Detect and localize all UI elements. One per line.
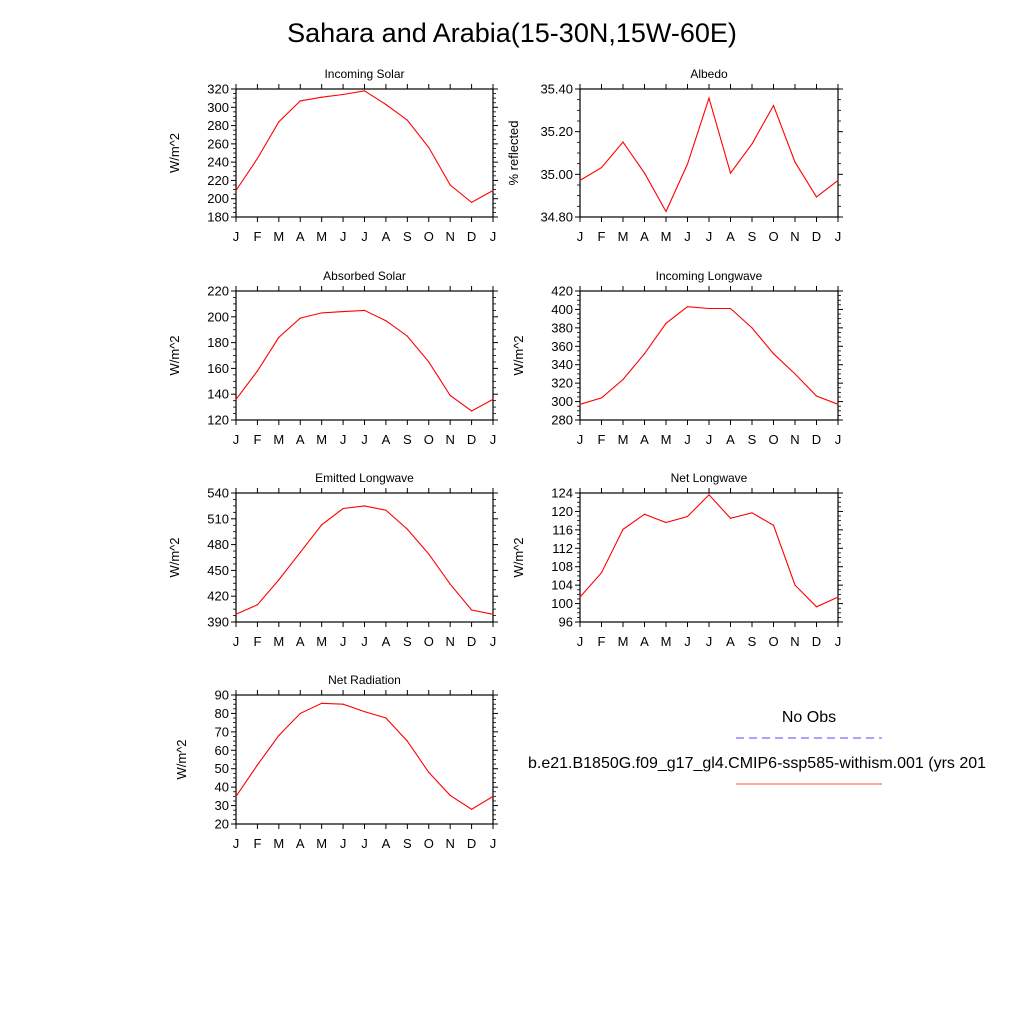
data-point [492, 190, 493, 191]
x-tick-label: D [466, 836, 477, 851]
panel-title: Emitted Longwave [315, 471, 414, 485]
x-tick-label: J [361, 229, 368, 244]
y-tick-label: 50 [214, 761, 229, 777]
y-tick-label: 340 [551, 357, 573, 373]
data-point [665, 522, 666, 523]
x-tick-label: M [660, 432, 672, 447]
x-tick-label: N [445, 836, 455, 851]
data-point [794, 373, 795, 374]
data-point [342, 704, 343, 705]
x-tick-label: A [295, 634, 305, 649]
data-point [450, 584, 451, 585]
x-tick-label: A [295, 229, 305, 244]
y-tick-label: 60 [214, 742, 229, 758]
y-tick-label: 140 [207, 386, 229, 402]
x-tick-label: M [660, 634, 672, 649]
x-tick-label: F [253, 432, 262, 447]
y-axis-label: % reflected [506, 120, 521, 186]
data-point [644, 514, 645, 515]
data-point [407, 119, 408, 120]
x-tick-label: A [640, 229, 649, 244]
y-tick-label: 180 [207, 209, 229, 225]
data-point [687, 306, 688, 307]
data-point [730, 173, 731, 174]
x-tick-label: M [617, 432, 629, 447]
x-tick-label: M [316, 432, 328, 447]
panel-net-radiation [174, 673, 498, 851]
x-tick-label: J [684, 432, 691, 447]
data-point [644, 173, 645, 174]
data-point [385, 104, 386, 105]
x-tick-label: D [811, 229, 822, 244]
data-point [492, 614, 493, 615]
y-tick-label: 70 [214, 724, 229, 740]
x-tick-label: S [402, 432, 412, 447]
data-point [837, 404, 838, 405]
x-tick-label: O [423, 634, 434, 649]
data-point [579, 597, 580, 598]
x-tick-label: O [768, 229, 779, 244]
data-point [708, 308, 709, 309]
data-point [579, 404, 580, 405]
legend [528, 709, 986, 784]
x-tick-label: J [489, 229, 497, 244]
data-point [342, 311, 343, 312]
x-tick-label: N [790, 229, 800, 244]
y-tick-label: 510 [207, 511, 229, 527]
y-tick-label: 180 [207, 335, 229, 351]
y-tick-label: 450 [207, 562, 229, 578]
data-point [622, 379, 623, 380]
x-tick-label: J [684, 229, 691, 244]
data-point [321, 703, 322, 704]
data-point [471, 809, 472, 810]
y-tick-label: 35.40 [540, 81, 573, 97]
data-point [492, 399, 493, 400]
y-tick-label: 300 [207, 99, 229, 115]
x-tick-label: S [402, 229, 412, 244]
x-tick-label: J [339, 432, 347, 447]
x-tick-label: J [232, 836, 240, 851]
y-tick-label: 320 [551, 375, 573, 391]
data-point [751, 327, 752, 328]
series-line [580, 307, 838, 405]
data-point [601, 397, 602, 398]
data-point [471, 609, 472, 610]
data-point [773, 105, 774, 106]
x-tick-label: N [790, 634, 800, 649]
series-line [236, 506, 493, 614]
x-tick-label: S [747, 634, 757, 649]
x-tick-label: J [834, 432, 842, 447]
x-tick-label: F [597, 229, 606, 244]
y-tick-label: 112 [552, 540, 573, 556]
data-point [257, 370, 258, 371]
data-point [644, 353, 645, 354]
x-tick-label: A [726, 432, 735, 447]
x-tick-label: M [316, 634, 328, 649]
x-tick-label: J [232, 432, 240, 447]
data-point [257, 158, 258, 159]
y-tick-label: 390 [207, 614, 229, 630]
y-tick-label: 20 [214, 816, 229, 832]
data-point [278, 735, 279, 736]
x-tick-label: M [273, 229, 285, 244]
x-tick-label: O [768, 432, 779, 447]
y-axis-label: W/m^2 [511, 335, 526, 376]
x-tick-label: J [361, 634, 368, 649]
y-tick-label: 240 [207, 154, 229, 170]
y-tick-label: 90 [214, 687, 229, 703]
x-tick-label: N [790, 432, 800, 447]
x-tick-label: A [295, 836, 305, 851]
y-axis-label: W/m^2 [167, 335, 182, 376]
data-point [450, 184, 451, 185]
x-tick-label: A [381, 229, 391, 244]
x-tick-label: S [747, 432, 757, 447]
y-tick-label: 96 [558, 614, 573, 630]
data-point [687, 163, 688, 164]
x-tick-label: S [747, 229, 757, 244]
y-tick-label: 35.00 [540, 166, 573, 182]
data-point [730, 518, 731, 519]
y-tick-label: 160 [207, 360, 229, 376]
x-tick-label: N [445, 634, 455, 649]
y-tick-label: 220 [207, 283, 229, 299]
x-tick-label: M [617, 229, 629, 244]
series-line [236, 310, 493, 411]
panel-title: Incoming Solar [324, 67, 405, 81]
x-tick-label: J [339, 836, 347, 851]
y-tick-label: 104 [551, 577, 573, 593]
y-tick-label: 100 [551, 596, 573, 612]
x-tick-label: F [253, 836, 262, 851]
data-point [751, 143, 752, 144]
y-tick-label: 400 [551, 301, 573, 317]
x-tick-label: F [253, 634, 262, 649]
x-tick-label: O [423, 836, 434, 851]
panel-title: Incoming Longwave [655, 269, 763, 283]
y-tick-label: 380 [551, 320, 573, 336]
series-line [236, 91, 493, 203]
data-point [450, 395, 451, 396]
plot-frame [236, 695, 493, 824]
data-point [428, 772, 429, 773]
x-tick-label: F [597, 432, 606, 447]
plot-frame [580, 493, 838, 622]
y-tick-label: 120 [551, 503, 573, 519]
y-tick-label: 80 [214, 705, 229, 721]
y-axis-label: W/m^2 [174, 739, 189, 780]
data-point [300, 713, 301, 714]
x-tick-label: M [273, 432, 285, 447]
data-point [364, 505, 365, 506]
data-point [385, 717, 386, 718]
data-point [407, 740, 408, 741]
x-tick-label: J [684, 634, 691, 649]
y-tick-label: 480 [207, 537, 229, 553]
x-tick-label: A [640, 432, 649, 447]
y-tick-label: 420 [551, 283, 573, 299]
panel-emitted-longwave [167, 471, 498, 649]
data-point [794, 585, 795, 586]
data-point [257, 764, 258, 765]
data-point [751, 512, 752, 513]
x-tick-label: J [705, 432, 713, 447]
data-point [385, 320, 386, 321]
data-point [300, 100, 301, 101]
y-tick-label: 300 [551, 394, 573, 410]
data-point [364, 711, 365, 712]
y-tick-label: 200 [207, 309, 229, 325]
data-point [665, 323, 666, 324]
y-tick-label: 540 [207, 485, 229, 501]
x-tick-label: M [273, 634, 285, 649]
plot-frame [236, 493, 493, 622]
panel-incoming-solar [167, 67, 498, 244]
data-point [300, 552, 301, 553]
data-point [471, 202, 472, 203]
data-point [601, 167, 602, 168]
data-point [622, 529, 623, 530]
x-tick-label: J [576, 229, 584, 244]
x-tick-label: J [489, 634, 497, 649]
x-tick-label: J [361, 432, 368, 447]
y-tick-label: 40 [214, 779, 229, 795]
data-point [794, 162, 795, 163]
x-tick-label: S [402, 634, 412, 649]
data-point [816, 196, 817, 197]
x-tick-label: J [232, 229, 240, 244]
panel-net-longwave [511, 471, 843, 649]
x-tick-label: M [617, 634, 629, 649]
data-point [773, 525, 774, 526]
data-point [278, 579, 279, 580]
plot-frame [580, 291, 838, 420]
x-tick-label: J [361, 836, 368, 851]
page-title: Sahara and Arabia(15-30N,15W-60E) [287, 18, 737, 48]
y-tick-label: 30 [214, 798, 229, 814]
x-tick-label: M [660, 229, 672, 244]
x-tick-label: M [316, 229, 328, 244]
x-tick-label: A [381, 836, 391, 851]
y-tick-label: 220 [207, 172, 229, 188]
x-tick-label: A [640, 634, 649, 649]
x-tick-label: A [726, 229, 735, 244]
x-tick-label: D [466, 229, 477, 244]
x-tick-label: J [576, 634, 584, 649]
data-point [708, 494, 709, 495]
panel-title: Albedo [690, 67, 728, 81]
y-tick-label: 420 [207, 588, 229, 604]
x-tick-label: J [834, 229, 842, 244]
x-tick-label: J [232, 634, 240, 649]
data-point [622, 141, 623, 142]
series-line [580, 98, 838, 211]
data-point [321, 97, 322, 98]
data-point [773, 353, 774, 354]
x-tick-label: D [466, 432, 477, 447]
data-point [428, 147, 429, 148]
y-tick-label: 116 [552, 522, 573, 538]
x-tick-label: J [489, 836, 497, 851]
x-tick-label: D [811, 634, 822, 649]
panel-absorbed-solar [167, 269, 498, 447]
data-point [342, 508, 343, 509]
data-point [601, 572, 602, 573]
y-tick-label: 360 [551, 338, 573, 354]
data-point [816, 606, 817, 607]
x-tick-label: J [576, 432, 584, 447]
data-point [837, 597, 838, 598]
data-point [687, 516, 688, 517]
data-point [385, 510, 386, 511]
x-tick-label: O [423, 229, 434, 244]
data-point [321, 524, 322, 525]
data-point [364, 310, 365, 311]
data-point [278, 121, 279, 122]
plot-frame [580, 89, 838, 217]
x-tick-label: A [381, 634, 391, 649]
data-point [579, 180, 580, 181]
x-tick-label: O [423, 432, 434, 447]
plot-frame [236, 89, 493, 217]
series-line [236, 703, 493, 809]
x-tick-label: N [445, 432, 455, 447]
panel-title: Absorbed Solar [323, 269, 406, 283]
data-point [300, 317, 301, 318]
data-point [278, 337, 279, 338]
x-tick-label: J [339, 229, 347, 244]
series-line [580, 495, 838, 607]
data-point [708, 98, 709, 99]
y-tick-label: 280 [551, 412, 573, 428]
x-tick-label: J [339, 634, 347, 649]
x-tick-label: F [253, 229, 262, 244]
data-point [816, 395, 817, 396]
panel-title: Net Longwave [670, 471, 748, 485]
y-axis-label: W/m^2 [511, 537, 526, 578]
x-tick-label: A [381, 432, 391, 447]
data-point [342, 94, 343, 95]
legend-model-label: b.e21.B1850G.f09_g17_gl4.CMIP6-ssp585-withism.001 (yrs 201 [528, 755, 987, 772]
data-point [428, 361, 429, 362]
panel-title: Net Radiation [328, 673, 401, 687]
y-tick-label: 200 [207, 191, 229, 207]
y-tick-label: 280 [207, 118, 229, 134]
x-tick-label: N [445, 229, 455, 244]
y-tick-label: 260 [207, 136, 229, 152]
x-tick-label: F [597, 634, 606, 649]
x-tick-label: S [402, 836, 412, 851]
data-point [235, 614, 236, 615]
data-point [321, 312, 322, 313]
x-tick-label: J [705, 634, 713, 649]
x-tick-label: J [834, 634, 842, 649]
data-point [730, 308, 731, 309]
data-point [235, 796, 236, 797]
data-point [407, 529, 408, 530]
x-tick-label: A [295, 432, 305, 447]
x-tick-label: O [768, 634, 779, 649]
y-tick-label: 34.80 [540, 209, 573, 225]
x-tick-label: D [466, 634, 477, 649]
data-point [235, 190, 236, 191]
y-axis-label: W/m^2 [167, 132, 182, 174]
y-axis-label: W/m^2 [167, 537, 182, 578]
y-tick-label: 108 [551, 559, 573, 575]
x-tick-label: M [316, 836, 328, 851]
y-tick-label: 120 [207, 412, 229, 428]
y-tick-label: 320 [207, 81, 229, 97]
legend-obs-label: No Obs [781, 709, 837, 726]
data-point [407, 336, 408, 337]
panel-incoming-longwave [511, 269, 843, 447]
x-tick-label: A [726, 634, 735, 649]
x-tick-label: J [489, 432, 497, 447]
data-point [450, 795, 451, 796]
data-point [257, 604, 258, 605]
panel-albedo [506, 67, 843, 244]
data-point [364, 90, 365, 91]
y-tick-label: 35.20 [540, 124, 573, 140]
x-tick-label: D [811, 432, 822, 447]
x-tick-label: M [273, 836, 285, 851]
data-point [235, 399, 236, 400]
data-point [665, 211, 666, 212]
data-point [428, 553, 429, 554]
x-tick-label: J [705, 229, 713, 244]
y-tick-label: 124 [551, 485, 573, 501]
data-point [492, 796, 493, 797]
data-point [471, 410, 472, 411]
data-point [837, 180, 838, 181]
